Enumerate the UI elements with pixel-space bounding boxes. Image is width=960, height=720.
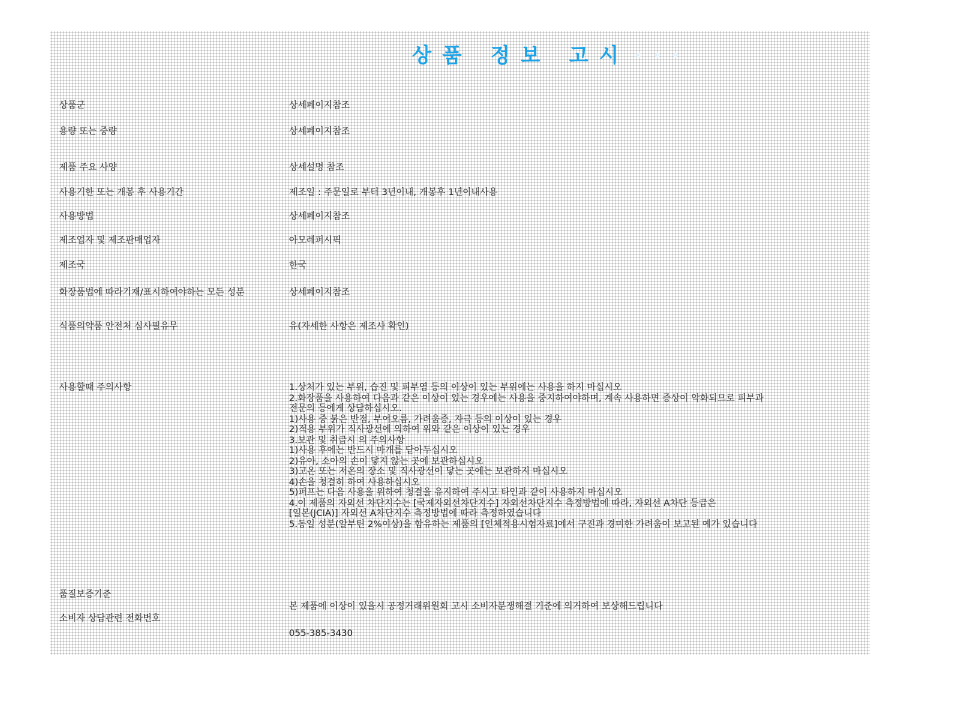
quality-value: 본 제품에 이상이 있을시 공정거래위원회 고시 소비자분쟁해결 기준에 의거하여 보상해드립니다 <box>289 602 663 612</box>
caution-line: [일본(JCIA)] 자외선 A차단지수 측정방법에 따라 측정하였습니다 <box>289 509 542 519</box>
row-label: 상품군 <box>59 101 86 111</box>
row-value: 상세페이지참조 <box>289 288 350 298</box>
row-value: 한국 <box>289 261 307 271</box>
row-label: 제품 주요 사양 <box>59 163 117 173</box>
row-label: 제조국 <box>59 261 86 271</box>
caution-line: 2)적용 부위가 직사광선에 의하여 위와 같은 이상이 있는 경우 <box>289 425 530 435</box>
row-value: 상세페이지참조 <box>289 212 350 222</box>
row-label: 식품의약품 안전처 심사필유무 <box>59 322 178 332</box>
caution-line: 2)유아, 소아의 손이 닿지 않는 곳에 보관하십시오 <box>289 456 484 467</box>
caution-text <box>289 383 863 530</box>
title-ghost-text: · · · <box>634 43 682 67</box>
row-label: 화장품법에 따라기재/표시하여야하는 모든 성분 <box>59 288 245 298</box>
caution-line: 1)사용 중 붉은 반점, 부어오름, 가려움증, 자극 등의 이상이 있는 경우 <box>289 414 562 425</box>
caution-line: 전문의 등에게 상담하십시오. <box>289 404 402 414</box>
row-label: 사용기한 또는 개봉 후 사용기간 <box>59 188 184 198</box>
contact-value: 055-385-3430 <box>289 629 353 639</box>
product-info-panel <box>50 31 870 655</box>
caution-line: 3.보관 및 취급시 의 주의사항 <box>289 435 405 446</box>
row-label: 사용방법 <box>59 212 94 222</box>
caution-line: 2.화장품을 사용하여 다음과 같은 이상이 있는 경우에는 사용을 중지하여야하며, 계속 사용하면 증상이 악화되므로 피부과 <box>289 393 764 404</box>
row-value: 유(자세한 사항은 제조사 확인) <box>289 322 409 332</box>
caution-line: 5.동일 성분(알부틴 2%이상)을 함유하는 제품의 [인체적용시험자료]에서 구진과 경미한 가려움이 보고된 예가 있습니다 <box>289 519 758 530</box>
title-text: 상 품 정 보 고 시 <box>412 43 621 67</box>
row-label: 용량 또는 중량 <box>59 127 117 137</box>
row-value: 상세페이지참조 <box>289 127 350 137</box>
page-title <box>50 39 870 69</box>
quality-label: 품질보증기준 <box>59 590 112 600</box>
row-value: 제조일 : 주문일로 부터 3년이내, 개봉후 1년이내사용 <box>289 188 498 198</box>
row-label: 제조업자 및 제조판매업자 <box>59 236 161 246</box>
caution-line: 1)사용 후에는 반드시 마개를 닫아두십시오 <box>289 446 458 456</box>
row-value: 상세페이지참조 <box>289 101 350 111</box>
caution-line: 3)고온 또는 저온의 장소 및 직사광선이 닿는 곳에는 보관하지 마십시오 <box>289 467 568 477</box>
row-value: 상세설명 참조 <box>289 163 345 173</box>
caution-line: 5)퍼프는 다음 사용을 위하여 청결을 유지하여 주시고 타인과 같이 사용하지 마십시오 <box>289 488 623 498</box>
row-value: 아모레퍼시픽 <box>289 236 342 246</box>
caution-line: 4.이 제품의 자외선 차단지수는 [국제자외선차단지수] 자외선차단지수 측정방법에 따라, 자외선 A차단 등급은 <box>289 498 717 509</box>
caution-line: 1.상처가 있는 부위, 습진 및 피부염 등의 이상이 있는 부위에는 사용을 하지 마십시오 <box>289 383 622 393</box>
contact-label: 소비자 상담관련 전화번호 <box>59 614 161 624</box>
caution-line: 4)손을 청결히 하여 사용하십시오 <box>289 477 420 488</box>
caution-label: 사용할때 주의사항 <box>59 383 132 393</box>
